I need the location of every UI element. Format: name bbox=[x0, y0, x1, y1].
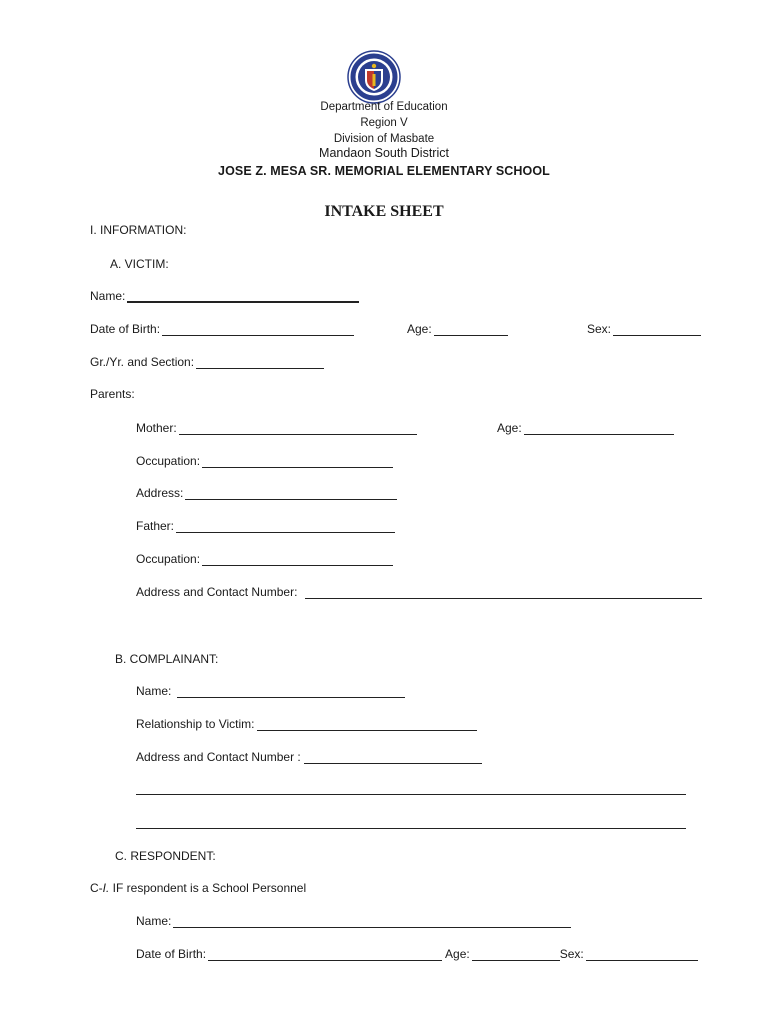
header-district: Mandaon South District bbox=[319, 146, 449, 160]
mother-occupation-label: Occupation: bbox=[136, 454, 201, 468]
respondent-subheading: C- I. IF respondent is a School Personnel bbox=[90, 881, 307, 895]
parents-address-label: Address: bbox=[136, 486, 184, 500]
header-region: Region V bbox=[360, 117, 408, 129]
victim-age-field[interactable] bbox=[434, 324, 508, 336]
victim-name-field[interactable] bbox=[127, 290, 359, 303]
respondent-sex-label: Sex: bbox=[559, 947, 584, 961]
header-division: Division of Masbate bbox=[333, 133, 435, 145]
relationship-row bbox=[136, 717, 477, 731]
victim-name-row bbox=[90, 289, 359, 303]
respondent-age-field[interactable] bbox=[472, 949, 560, 961]
mother-field[interactable] bbox=[179, 423, 417, 435]
victim-name-label: Name: bbox=[90, 289, 126, 303]
deped-seal-icon bbox=[347, 50, 401, 104]
victim-age-row bbox=[407, 322, 508, 336]
respondent-heading: C. RESPONDENT: bbox=[115, 849, 216, 863]
victim-dob-row bbox=[90, 322, 354, 336]
victim-age-label: Age: bbox=[407, 322, 432, 336]
father-field[interactable] bbox=[176, 521, 395, 533]
complainant-contact-row bbox=[136, 750, 482, 764]
complainant-contact-label: Address and Contact Number : bbox=[136, 750, 301, 764]
header-agency: Department of Education bbox=[320, 101, 448, 113]
parents-contact-row bbox=[136, 585, 702, 599]
victim-grade-label: Gr./Yr. and Section: bbox=[90, 355, 195, 369]
respondent-name-row bbox=[136, 914, 571, 928]
relationship-field[interactable] bbox=[257, 719, 477, 731]
father-label: Father: bbox=[136, 519, 175, 533]
mother-age-field[interactable] bbox=[524, 423, 674, 435]
mother-row bbox=[136, 421, 417, 435]
father-row bbox=[136, 519, 395, 533]
victim-grade-row bbox=[90, 355, 324, 369]
complainant-contact-field[interactable] bbox=[304, 752, 482, 764]
victim-dob-label: Date of Birth: bbox=[90, 322, 161, 336]
parents-address-row bbox=[136, 486, 397, 500]
mother-age-row bbox=[497, 421, 674, 435]
mother-occupation-field[interactable] bbox=[202, 456, 393, 468]
section-information-heading: I. INFORMATION: bbox=[90, 223, 187, 237]
mother-occupation-row bbox=[136, 454, 393, 468]
respondent-dob-label: Date of Birth: bbox=[136, 947, 207, 961]
victim-sex-row bbox=[587, 322, 701, 336]
parents-contact-field[interactable] bbox=[305, 587, 702, 599]
complainant-name-row bbox=[136, 684, 405, 698]
mother-label: Mother: bbox=[136, 421, 177, 435]
victim-heading: A. VICTIM: bbox=[110, 257, 169, 271]
page-title: INTAKE SHEET bbox=[324, 203, 444, 220]
father-occupation-row bbox=[136, 552, 393, 566]
parents-label: Parents: bbox=[90, 387, 135, 401]
header-school: JOSE Z. MESA SR. MEMORIAL ELEMENTARY SCHOOL bbox=[218, 164, 550, 178]
victim-dob-field[interactable] bbox=[162, 324, 354, 336]
respondent-name-field[interactable] bbox=[173, 916, 571, 928]
complainant-name-field[interactable] bbox=[177, 686, 405, 698]
relationship-label: Relationship to Victim: bbox=[136, 717, 255, 731]
father-occupation-field[interactable] bbox=[202, 554, 393, 566]
complainant-extra-line-1[interactable] bbox=[136, 794, 686, 795]
respondent-sex-field[interactable] bbox=[586, 949, 698, 961]
victim-sex-field[interactable] bbox=[613, 324, 701, 336]
father-occupation-label: Occupation: bbox=[136, 552, 201, 566]
complainant-name-label: Name: bbox=[136, 684, 172, 698]
victim-grade-field[interactable] bbox=[196, 357, 324, 369]
mother-age-label: Age: bbox=[497, 421, 522, 435]
respondent-name-label: Name: bbox=[136, 914, 172, 928]
complainant-heading: B. COMPLAINANT: bbox=[115, 652, 219, 666]
respondent-dob-field[interactable] bbox=[208, 949, 442, 961]
parents-contact-label: Address and Contact Number: bbox=[136, 585, 298, 599]
respondent-dob-row bbox=[136, 947, 698, 961]
parents-address-field[interactable] bbox=[185, 488, 397, 500]
victim-sex-label: Sex: bbox=[587, 322, 612, 336]
complainant-extra-line-2[interactable] bbox=[136, 828, 686, 829]
respondent-age-label: Age: bbox=[445, 947, 470, 961]
